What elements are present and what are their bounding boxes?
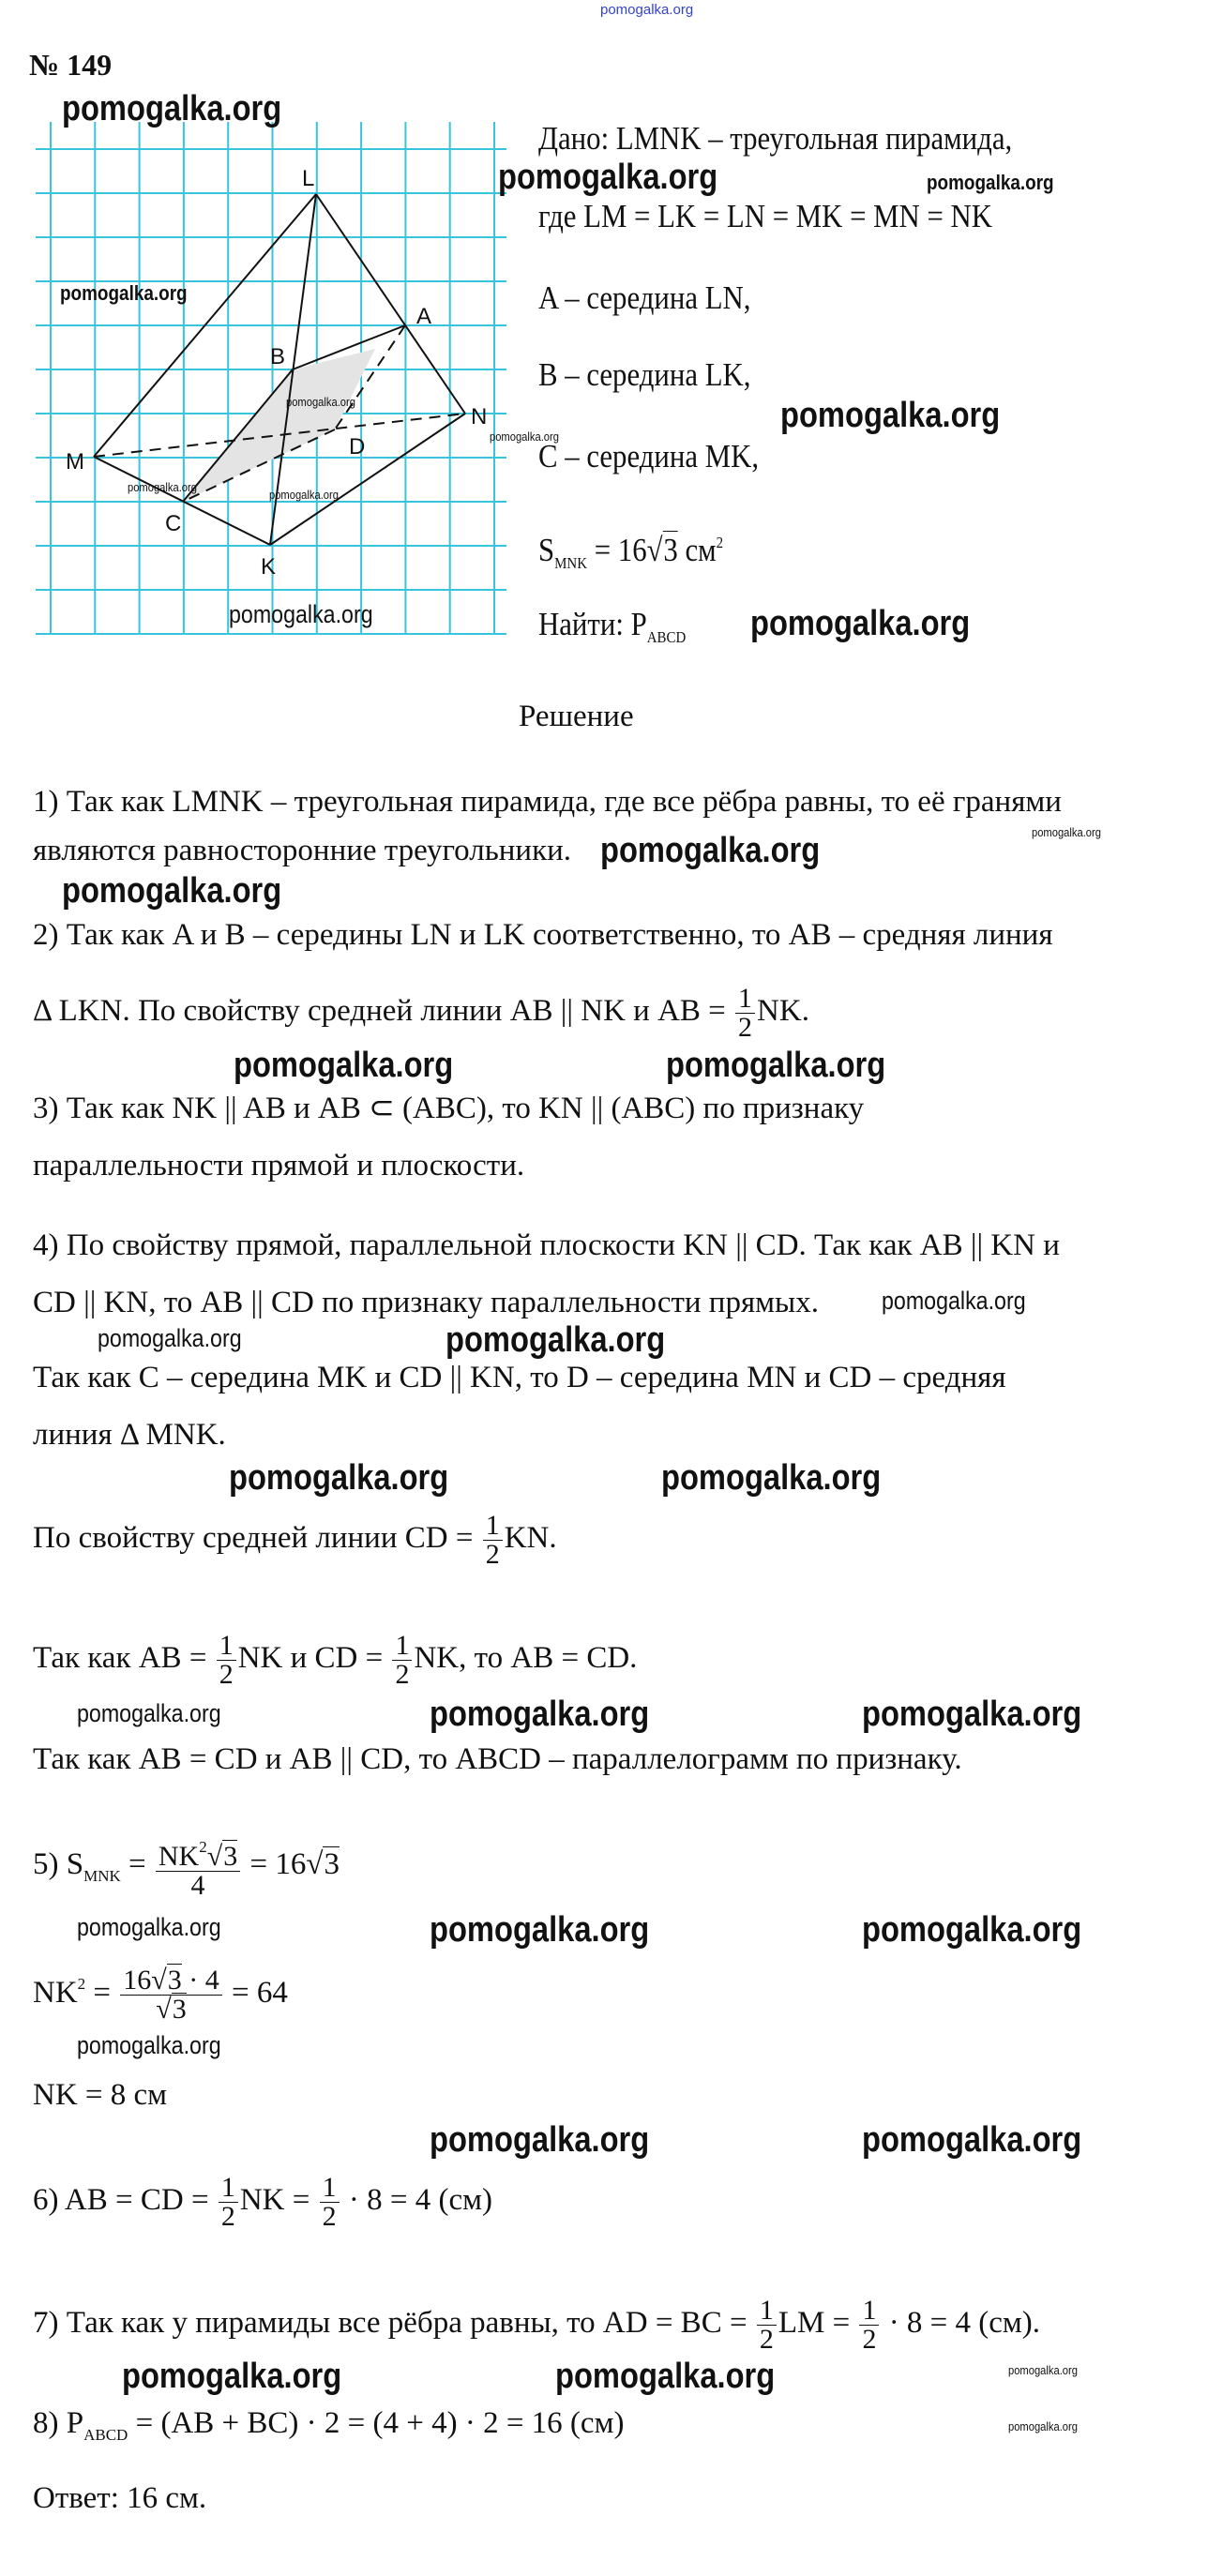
watermark: pomogalka.org bbox=[229, 1458, 449, 1498]
t: 16 bbox=[123, 1964, 152, 1996]
text: = bbox=[85, 1976, 119, 2010]
text: По свойству средней линии CD = bbox=[33, 1521, 481, 1556]
problem-number: № 149 bbox=[29, 48, 113, 82]
step-4-line-3: Так как C – середина MK и CD || KN, то D – середина MN и CD – средняя bbox=[33, 1361, 1006, 1394]
num: 1 bbox=[320, 2174, 340, 2203]
watermark: pomogalka.org bbox=[445, 1320, 666, 1360]
watermark: pomogalka.org bbox=[62, 871, 282, 911]
watermark: pomogalka.org bbox=[490, 429, 559, 444]
find-sub: ABCD bbox=[646, 628, 687, 646]
watermark: pomogalka.org bbox=[1008, 2419, 1078, 2433]
text: Так как AB = bbox=[33, 1641, 215, 1676]
text: = (AB + BC) · 2 = (4 + 4) · 2 = 16 (см) bbox=[128, 2406, 625, 2440]
step-4-line-4: линия Δ MNK. bbox=[33, 1418, 226, 1452]
num: 1 bbox=[219, 2174, 238, 2203]
watermark: pomogalka.org bbox=[661, 1458, 882, 1498]
watermark: pomogalka.org bbox=[234, 1046, 454, 1085]
step-4-line-2: CD || KN, то AB || CD по признаку параллельности прямых. bbox=[33, 1286, 819, 1319]
root: 3 bbox=[223, 1841, 238, 1872]
text: NK bbox=[33, 1976, 78, 2010]
step-2-line-1: 2) Так как A и B – середины LN и LK соответственно, то AB – средняя линия bbox=[33, 918, 1053, 952]
watermark: pomogalka.org bbox=[430, 2120, 650, 2160]
text: · 8 = 4 (см). bbox=[881, 2306, 1041, 2341]
t: · 4 bbox=[181, 1964, 219, 1996]
watermark: pomogalka.org bbox=[77, 1913, 221, 1941]
fraction-half bbox=[219, 2174, 238, 2231]
area-eq: = 16 bbox=[587, 532, 647, 568]
root: 3 bbox=[324, 1847, 340, 1882]
sup: 2 bbox=[199, 1838, 207, 1856]
watermark: pomogalka.org bbox=[229, 600, 373, 628]
watermark: pomogalka.org bbox=[286, 395, 355, 409]
label-K: K bbox=[261, 554, 277, 580]
sup: 2 bbox=[77, 1975, 86, 1993]
fraction-half bbox=[859, 2297, 879, 2354]
watermark: pomogalka.org bbox=[122, 2357, 342, 2396]
den: 2 bbox=[738, 1012, 753, 1043]
given-line-1: Дано: LMNK – треугольная пирамида, bbox=[538, 120, 1013, 157]
text: NK = bbox=[239, 2183, 318, 2218]
label-D: D bbox=[349, 434, 366, 459]
given-line-2: где LM = LK = LN = MK = MN = NK bbox=[538, 198, 993, 234]
given-find bbox=[538, 605, 686, 657]
text: 7) Так как у пирамиды все рёбра равны, то AD = BC = bbox=[33, 2306, 755, 2341]
step-4-line-1: 4) По свойству прямой, параллельной плоскости KN || CD. Так как AB || KN и bbox=[33, 1228, 1060, 1262]
text: NK, то AB = CD. bbox=[414, 1641, 638, 1676]
text: · 8 = 4 (см) bbox=[340, 2183, 492, 2218]
label-C: C bbox=[165, 511, 182, 536]
den: 2 bbox=[220, 2201, 235, 2232]
den: √3 bbox=[156, 1993, 187, 2025]
watermark: pomogalka.org bbox=[98, 1324, 242, 1352]
label-L: L bbox=[302, 166, 315, 191]
sub: ABCD bbox=[83, 2426, 128, 2444]
watermark: pomogalka.org bbox=[862, 1910, 1082, 1950]
text: KN. bbox=[504, 1521, 557, 1556]
step-5-line-1: 5) $S_{MNK}$ = $\frac{NK^2√3}{4}$ = 16√3 bbox=[33, 1833, 340, 1900]
num: 1 bbox=[483, 1512, 503, 1541]
area-sup: 2 bbox=[716, 534, 724, 551]
watermark: pomogalka.org bbox=[555, 2357, 776, 2396]
step-4-line-7: Так как AB = CD и AB || CD, то ABCD – параллелограмм по признаку. bbox=[33, 1742, 962, 1776]
given-area: $S_{MNK} = 16√3$ $см^2$ bbox=[538, 532, 724, 572]
watermark: pomogalka.org bbox=[882, 1287, 1026, 1315]
num: 1 bbox=[217, 1632, 236, 1661]
num: $NK^2√3$ bbox=[156, 1833, 240, 1872]
num: 1 bbox=[859, 2297, 879, 2326]
watermark: pomogalka.org bbox=[269, 488, 339, 502]
area-sub: MNK bbox=[554, 554, 588, 572]
fraction-half bbox=[735, 985, 755, 1042]
find-label: Найти: P bbox=[538, 606, 647, 642]
text: LM = bbox=[778, 2306, 858, 2341]
watermark: pomogalka.org bbox=[62, 89, 282, 128]
watermark: pomogalka.org bbox=[927, 171, 1054, 194]
num: 16√3 · 4 bbox=[120, 1966, 221, 1996]
den: 4 bbox=[190, 1870, 205, 1901]
watermark: pomogalka.org bbox=[60, 281, 188, 305]
watermark: pomogalka.org bbox=[77, 2031, 221, 2059]
root: 3 bbox=[172, 1993, 187, 2025]
den: 2 bbox=[322, 2201, 337, 2232]
fraction bbox=[120, 1966, 221, 2024]
fraction-half bbox=[392, 1632, 412, 1689]
area-root: 3 bbox=[663, 532, 678, 568]
step-7 bbox=[33, 2297, 1040, 2354]
den: 2 bbox=[219, 1659, 234, 1690]
sub: MNK bbox=[83, 1867, 121, 1886]
step-1-line-2: являются равносторонние треугольники. bbox=[33, 834, 572, 867]
step-4-line-6 bbox=[33, 1632, 637, 1689]
watermark: pomogalka.org bbox=[1008, 2363, 1078, 2377]
text: NK и CD = bbox=[237, 1641, 391, 1676]
watermark: pomogalka.org bbox=[600, 831, 821, 870]
fraction-half bbox=[483, 1512, 503, 1569]
step-4-line-5 bbox=[33, 1512, 557, 1569]
step-5-line-3: NK = 8 см bbox=[33, 2078, 168, 2112]
text: = bbox=[120, 1847, 154, 1882]
den: 2 bbox=[862, 2324, 877, 2355]
watermark: pomogalka.org bbox=[862, 1695, 1082, 1734]
label-M: M bbox=[66, 449, 84, 475]
step-3-line-1: 3) Так как NK || AB и AB ⊂ (ABC), то KN || (ABC) по признаку bbox=[33, 1092, 865, 1125]
text: = 16 bbox=[242, 1847, 307, 1882]
area-unit: см bbox=[677, 532, 717, 568]
num: 1 bbox=[392, 1632, 412, 1661]
text: 6) AB = CD = bbox=[33, 2183, 217, 2218]
num: 1 bbox=[757, 2297, 777, 2326]
fraction bbox=[156, 1833, 240, 1900]
watermark: pomogalka.org bbox=[128, 480, 197, 494]
text: = 64 bbox=[223, 1976, 288, 2010]
given-line-5: C – середина MK, bbox=[538, 438, 760, 475]
fraction-half bbox=[217, 1632, 236, 1689]
area-s: S bbox=[538, 532, 555, 568]
label-A: A bbox=[416, 304, 432, 329]
step-1-line-1: 1) Так как LMNK – треугольная пирамида, где все рёбра равны, то её гранями bbox=[33, 785, 1062, 819]
watermark: pomogalka.org bbox=[430, 1695, 650, 1734]
den: 2 bbox=[485, 1539, 500, 1570]
den: 2 bbox=[395, 1659, 410, 1690]
step-3-line-2: параллельности прямой и плоскости. bbox=[33, 1149, 525, 1183]
answer: Ответ: 16 см. bbox=[33, 2481, 207, 2515]
watermark: pomogalka.org bbox=[498, 158, 718, 197]
root: 3 bbox=[167, 1964, 182, 1996]
label-N: N bbox=[471, 404, 488, 429]
watermark: pomogalka.org bbox=[780, 396, 1001, 435]
given-line-4: B – середина LK, bbox=[538, 356, 751, 393]
step-8 bbox=[33, 2404, 624, 2454]
step-5-line-2 bbox=[33, 1966, 288, 2024]
text: 8) P bbox=[33, 2406, 84, 2440]
den: 2 bbox=[759, 2324, 774, 2355]
fraction-half bbox=[320, 2174, 340, 2231]
num: 1 bbox=[735, 985, 755, 1014]
top-watermark: pomogalka.org bbox=[600, 2, 694, 18]
given-line-3: A – середина LN, bbox=[538, 279, 751, 316]
label-B: B bbox=[270, 344, 286, 369]
watermark: pomogalka.org bbox=[430, 1910, 650, 1950]
text: NK. bbox=[757, 994, 809, 1029]
solution-heading: Решение bbox=[519, 700, 634, 733]
fraction-half bbox=[757, 2297, 777, 2354]
watermark: pomogalka.org bbox=[862, 2120, 1082, 2160]
watermark: pomogalka.org bbox=[77, 1699, 221, 1727]
step-2-line-2 bbox=[33, 985, 809, 1042]
watermark: pomogalka.org bbox=[1032, 825, 1101, 839]
watermark: pomogalka.org bbox=[666, 1046, 886, 1085]
step-6 bbox=[33, 2174, 492, 2231]
t: NK bbox=[158, 1841, 200, 1872]
text: Δ LKN. По свойству средней линии AB || NK и AB = bbox=[33, 994, 734, 1029]
text: 5) S bbox=[33, 1847, 84, 1882]
watermark: pomogalka.org bbox=[750, 604, 971, 643]
